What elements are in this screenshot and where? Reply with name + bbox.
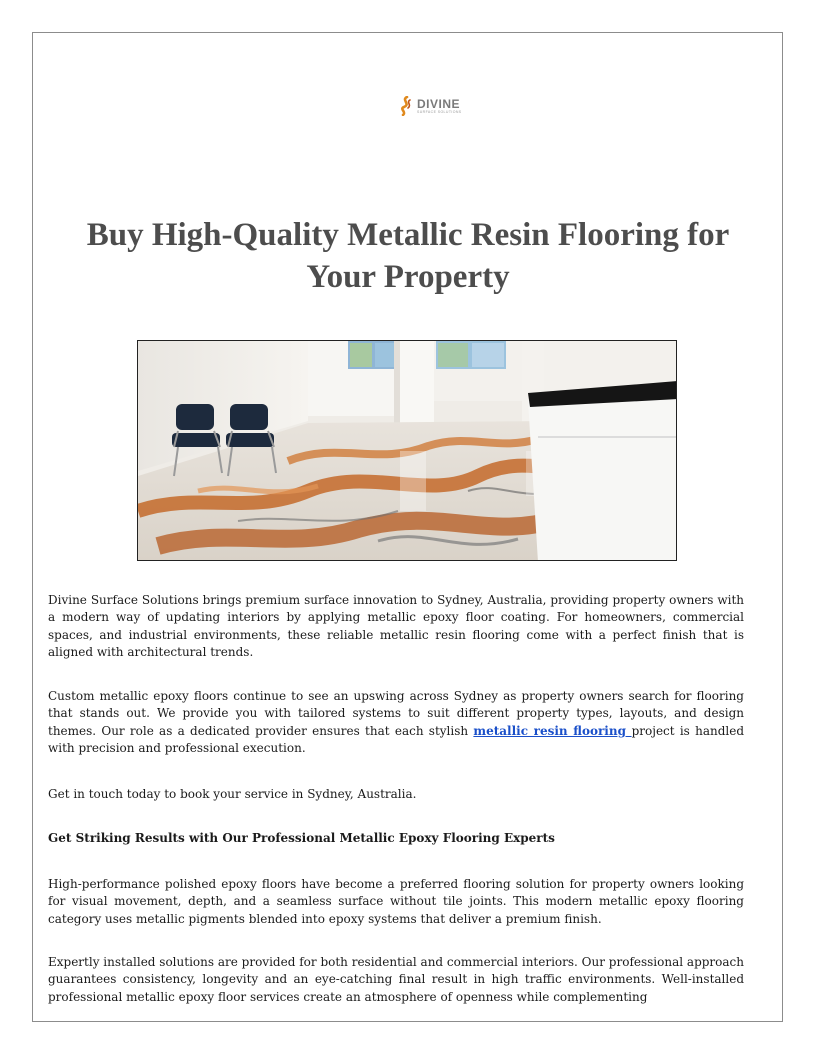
custom-floors-text-end: project is handled with precision and professional execution. (48, 723, 744, 756)
company-logo (398, 96, 462, 116)
installation-paragraph: Expertly installed solutions are provided for both residential and commercial interiors. Our professional approach guarantees consistency, longevity and an eye-catching final result in high traffic environments. Well-installed professional metallic epoxy floor services create an atmosphere of openness while complementing (48, 955, 744, 1004)
custom-floors-paragraph (48, 688, 744, 758)
logo-name: DIVINE (417, 96, 461, 111)
flooring-photo (137, 340, 677, 561)
contact-paragraph: Get in touch today to book your service in Sydney, Australia. (48, 787, 417, 801)
page-title: Buy High-Quality Metallic Resin Flooring for Your Property (86, 217, 730, 295)
photo-icon (138, 341, 677, 561)
logo-mark-icon (398, 96, 414, 116)
benefits-paragraph: High-performance polished epoxy floors have become a preferred flooring solution for property owners looking for visual movement, depth, and a seamless surface without tile joints. This modern metallic epoxy flooring category uses metallic pigments blended into epoxy systems that deliver a premium finish. (48, 877, 744, 926)
section-heading: Get Striking Results with Our Professional Metallic Epoxy Flooring Experts (48, 831, 555, 845)
logo-subtitle: SURFACE SOLUTIONS (417, 109, 462, 114)
custom-floors-text-start: Custom metallic epoxy floors continue to see an upswing across Sydney as property owners search for flooring that stands out. We provide you with tailored systems to suit different property types, layouts, and design themes. Our role as a dedicated provider ensures that each stylish (48, 689, 744, 738)
metallic-resin-flooring-link[interactable]: metallic resin flooring (473, 723, 632, 738)
intro-paragraph: Divine Surface Solutions brings premium surface innovation to Sydney, Australia, providing property owners with a modern way of updating interiors by applying metallic epoxy floor coating. For homeowners, commercial spaces, and industrial environments, these reliable metallic resin flooring come with a perfect finish that is aligned with architectural trends. (48, 593, 744, 660)
